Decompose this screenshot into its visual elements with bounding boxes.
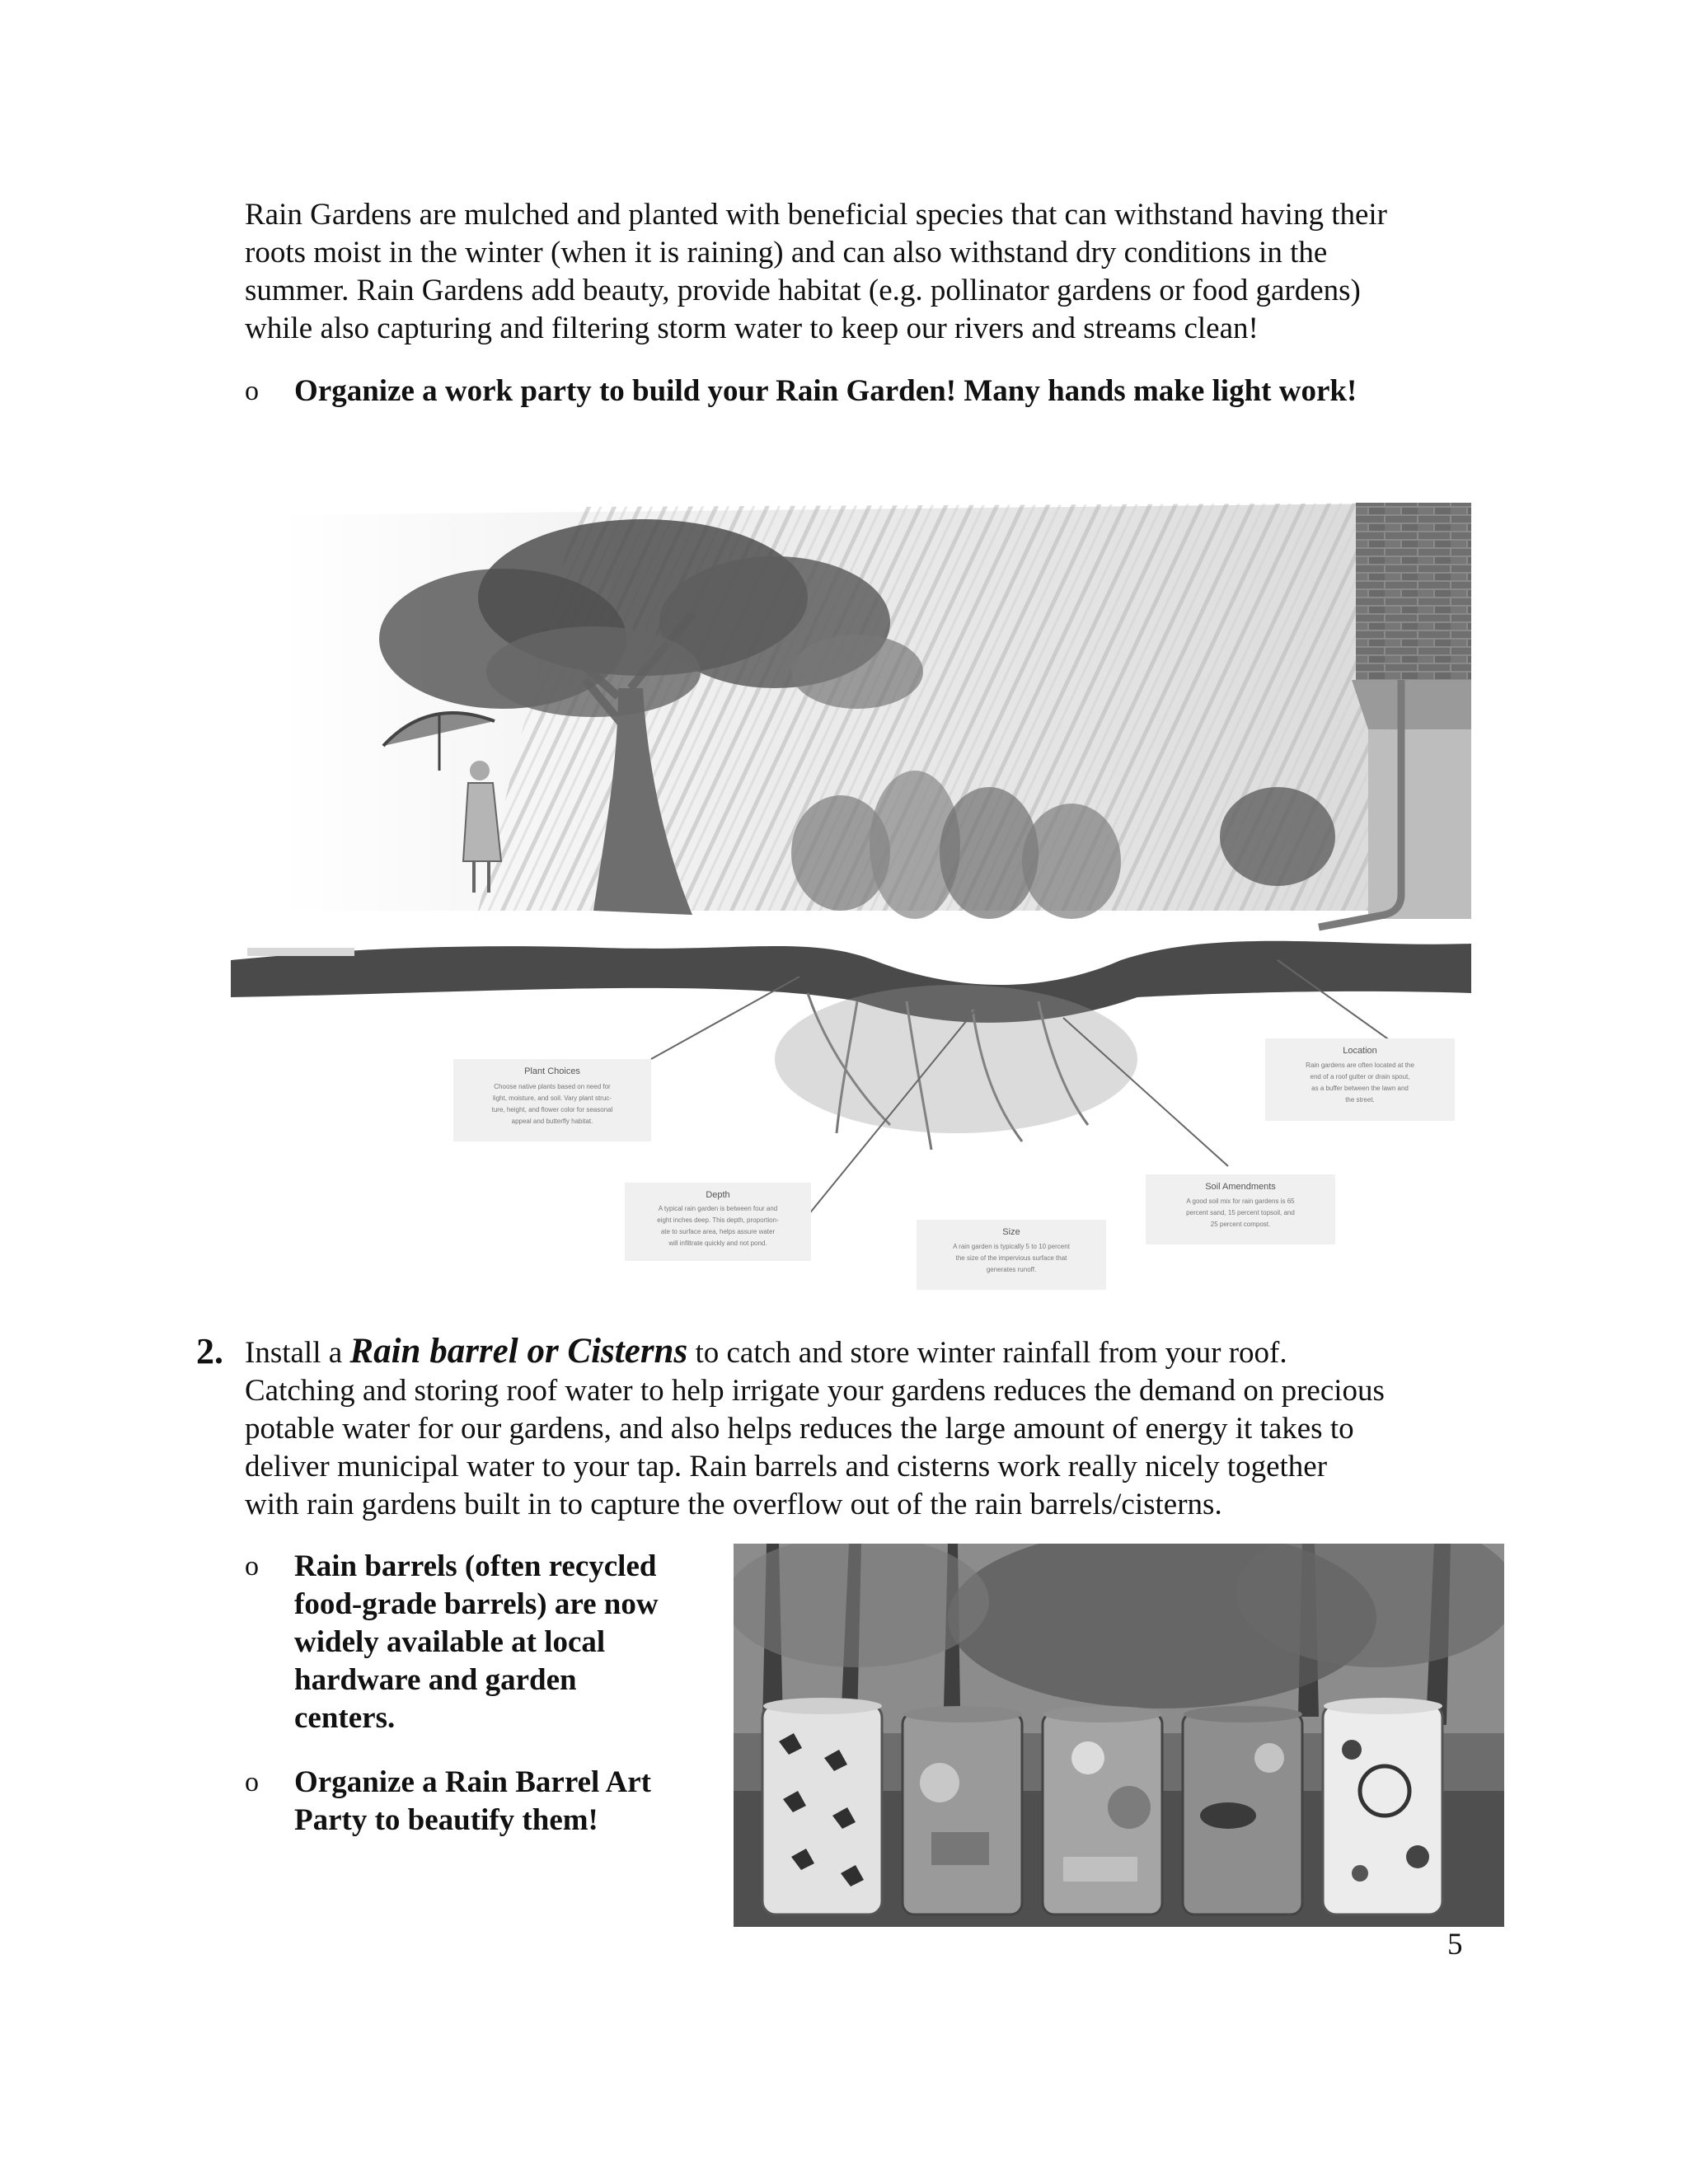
page-number: 5 [1447, 1928, 1463, 1961]
work-party-tip [245, 373, 1357, 410]
rain-barrel-emphasis: Rain barrel or Cisterns [349, 1332, 688, 1371]
plant-choices-line: Choose native plants based on need for [494, 1083, 611, 1090]
rain-barrel [903, 1706, 1022, 1915]
plant-choices-line: appeal and butterfly habitat. [511, 1118, 593, 1125]
plant-choices-line: light, moisture, and soil. Vary plant struc- [493, 1094, 612, 1102]
art-party-tip-line: Party to beautify them! [294, 1803, 598, 1837]
rain-barrels-tip-line: Rain barrels (often recycled [294, 1549, 657, 1583]
depth-line: will infiltrate quickly and not pond. [668, 1240, 767, 1247]
depth-line: eight inches deep. This depth, proportion- [657, 1216, 779, 1224]
depth-line: A typical rain garden is between four and [658, 1205, 778, 1212]
soil-amendments-title: Soil Amendments [1205, 1182, 1276, 1192]
intro-line: while also capturing and filtering storm water to keep our rivers and streams clean! [245, 312, 1259, 345]
soil-amendments-line: 25 percent compost. [1210, 1221, 1271, 1228]
location-title: Location [1343, 1046, 1377, 1056]
rain-barrels-tip-line: centers. [294, 1701, 396, 1735]
soil-amendments-line: percent sand, 15 percent topsoil, and [1186, 1209, 1295, 1216]
rain-barrels-tip-line: widely available at local [294, 1625, 606, 1659]
rain-barrel-paragraph [245, 1333, 1531, 1524]
intro-line: roots moist in the winter (when it is raining) and can also withstand dry conditions in the [245, 236, 1328, 269]
rain-barrels-tip-line: food-grade barrels) are now [294, 1587, 659, 1621]
bullet-marker: o [245, 1767, 259, 1797]
location-line: Rain gardens are often located at the [1306, 1062, 1414, 1069]
painted-rain-barrels-photo [734, 1544, 1504, 1927]
location-line: the street. [1345, 1096, 1375, 1104]
bullet-marker: o [245, 1551, 259, 1582]
location-callout [1265, 1038, 1455, 1121]
location-line: end of a roof gutter or drain spout, [1310, 1073, 1410, 1080]
depth-line: ate to surface area, helps assure water [660, 1228, 776, 1235]
depth-callout [625, 1183, 811, 1261]
bullet-marker: o [245, 376, 259, 406]
location-line: as a buffer between the lawn and [1311, 1085, 1409, 1092]
rain-barrels-tip-text [294, 1548, 659, 1737]
rain-garden-illustration [231, 499, 1471, 1294]
art-party-tip-line: Organize a Rain Barrel Art [294, 1765, 651, 1799]
size-callout [917, 1220, 1106, 1290]
section-number: 2. [196, 1331, 223, 1371]
rain-barrel [762, 1698, 882, 1915]
work-party-text: Organize a work party to build your Rain Garden! Many hands make light work! [294, 374, 1357, 408]
rain-barrel-first-line [245, 1333, 1531, 1372]
size-title: Size [1002, 1227, 1020, 1237]
rain-barrels-tip [245, 1548, 706, 1737]
depth-title: Depth [706, 1190, 730, 1200]
plant-choices-title: Plant Choices [524, 1066, 580, 1076]
rain-barrel [1183, 1706, 1302, 1915]
lead-text: Install a [245, 1336, 350, 1370]
plant-choices-line: ture, height, and flower color for seasonal [491, 1106, 613, 1113]
rain-barrel-line: Catching and storing roof water to help irrigate your gardens reduces the demand on precious [245, 1374, 1385, 1408]
art-party-tip-text [294, 1764, 651, 1840]
plant-choices-callout [453, 1059, 651, 1141]
lead-rest: to catch and store winter rainfall from your roof. [687, 1336, 1287, 1370]
rain-barrel [1323, 1698, 1442, 1915]
rain-barrels-tip-line: hardware and garden [294, 1663, 577, 1697]
intro-paragraph [245, 196, 1531, 348]
rain-barrel [1043, 1706, 1162, 1915]
size-line: generates runoff. [986, 1266, 1037, 1273]
rain-barrel-line: potable water for our gardens, and also helps reduces the large amount of energy it takes to [245, 1412, 1354, 1446]
rain-barrel-line: with rain gardens built in to capture the overflow out of the rain barrels/cisterns. [245, 1488, 1222, 1521]
size-line: A rain garden is typically 5 to 10 percent [953, 1243, 1070, 1250]
intro-line: summer. Rain Gardens add beauty, provide habitat (e.g. pollinator gardens or food gardens) [245, 274, 1361, 307]
art-party-tip [245, 1764, 706, 1840]
rain-barrel-line: deliver municipal water to your tap. Rain barrels and cisterns work really nicely together [245, 1450, 1328, 1483]
intro-line: Rain Gardens are mulched and planted with beneficial species that can withstand having their [245, 198, 1388, 232]
size-line: the size of the impervious surface that [955, 1254, 1067, 1262]
soil-amendments-line: A good soil mix for rain gardens is 65 [1186, 1197, 1295, 1205]
soil-amendments-callout [1146, 1174, 1335, 1244]
